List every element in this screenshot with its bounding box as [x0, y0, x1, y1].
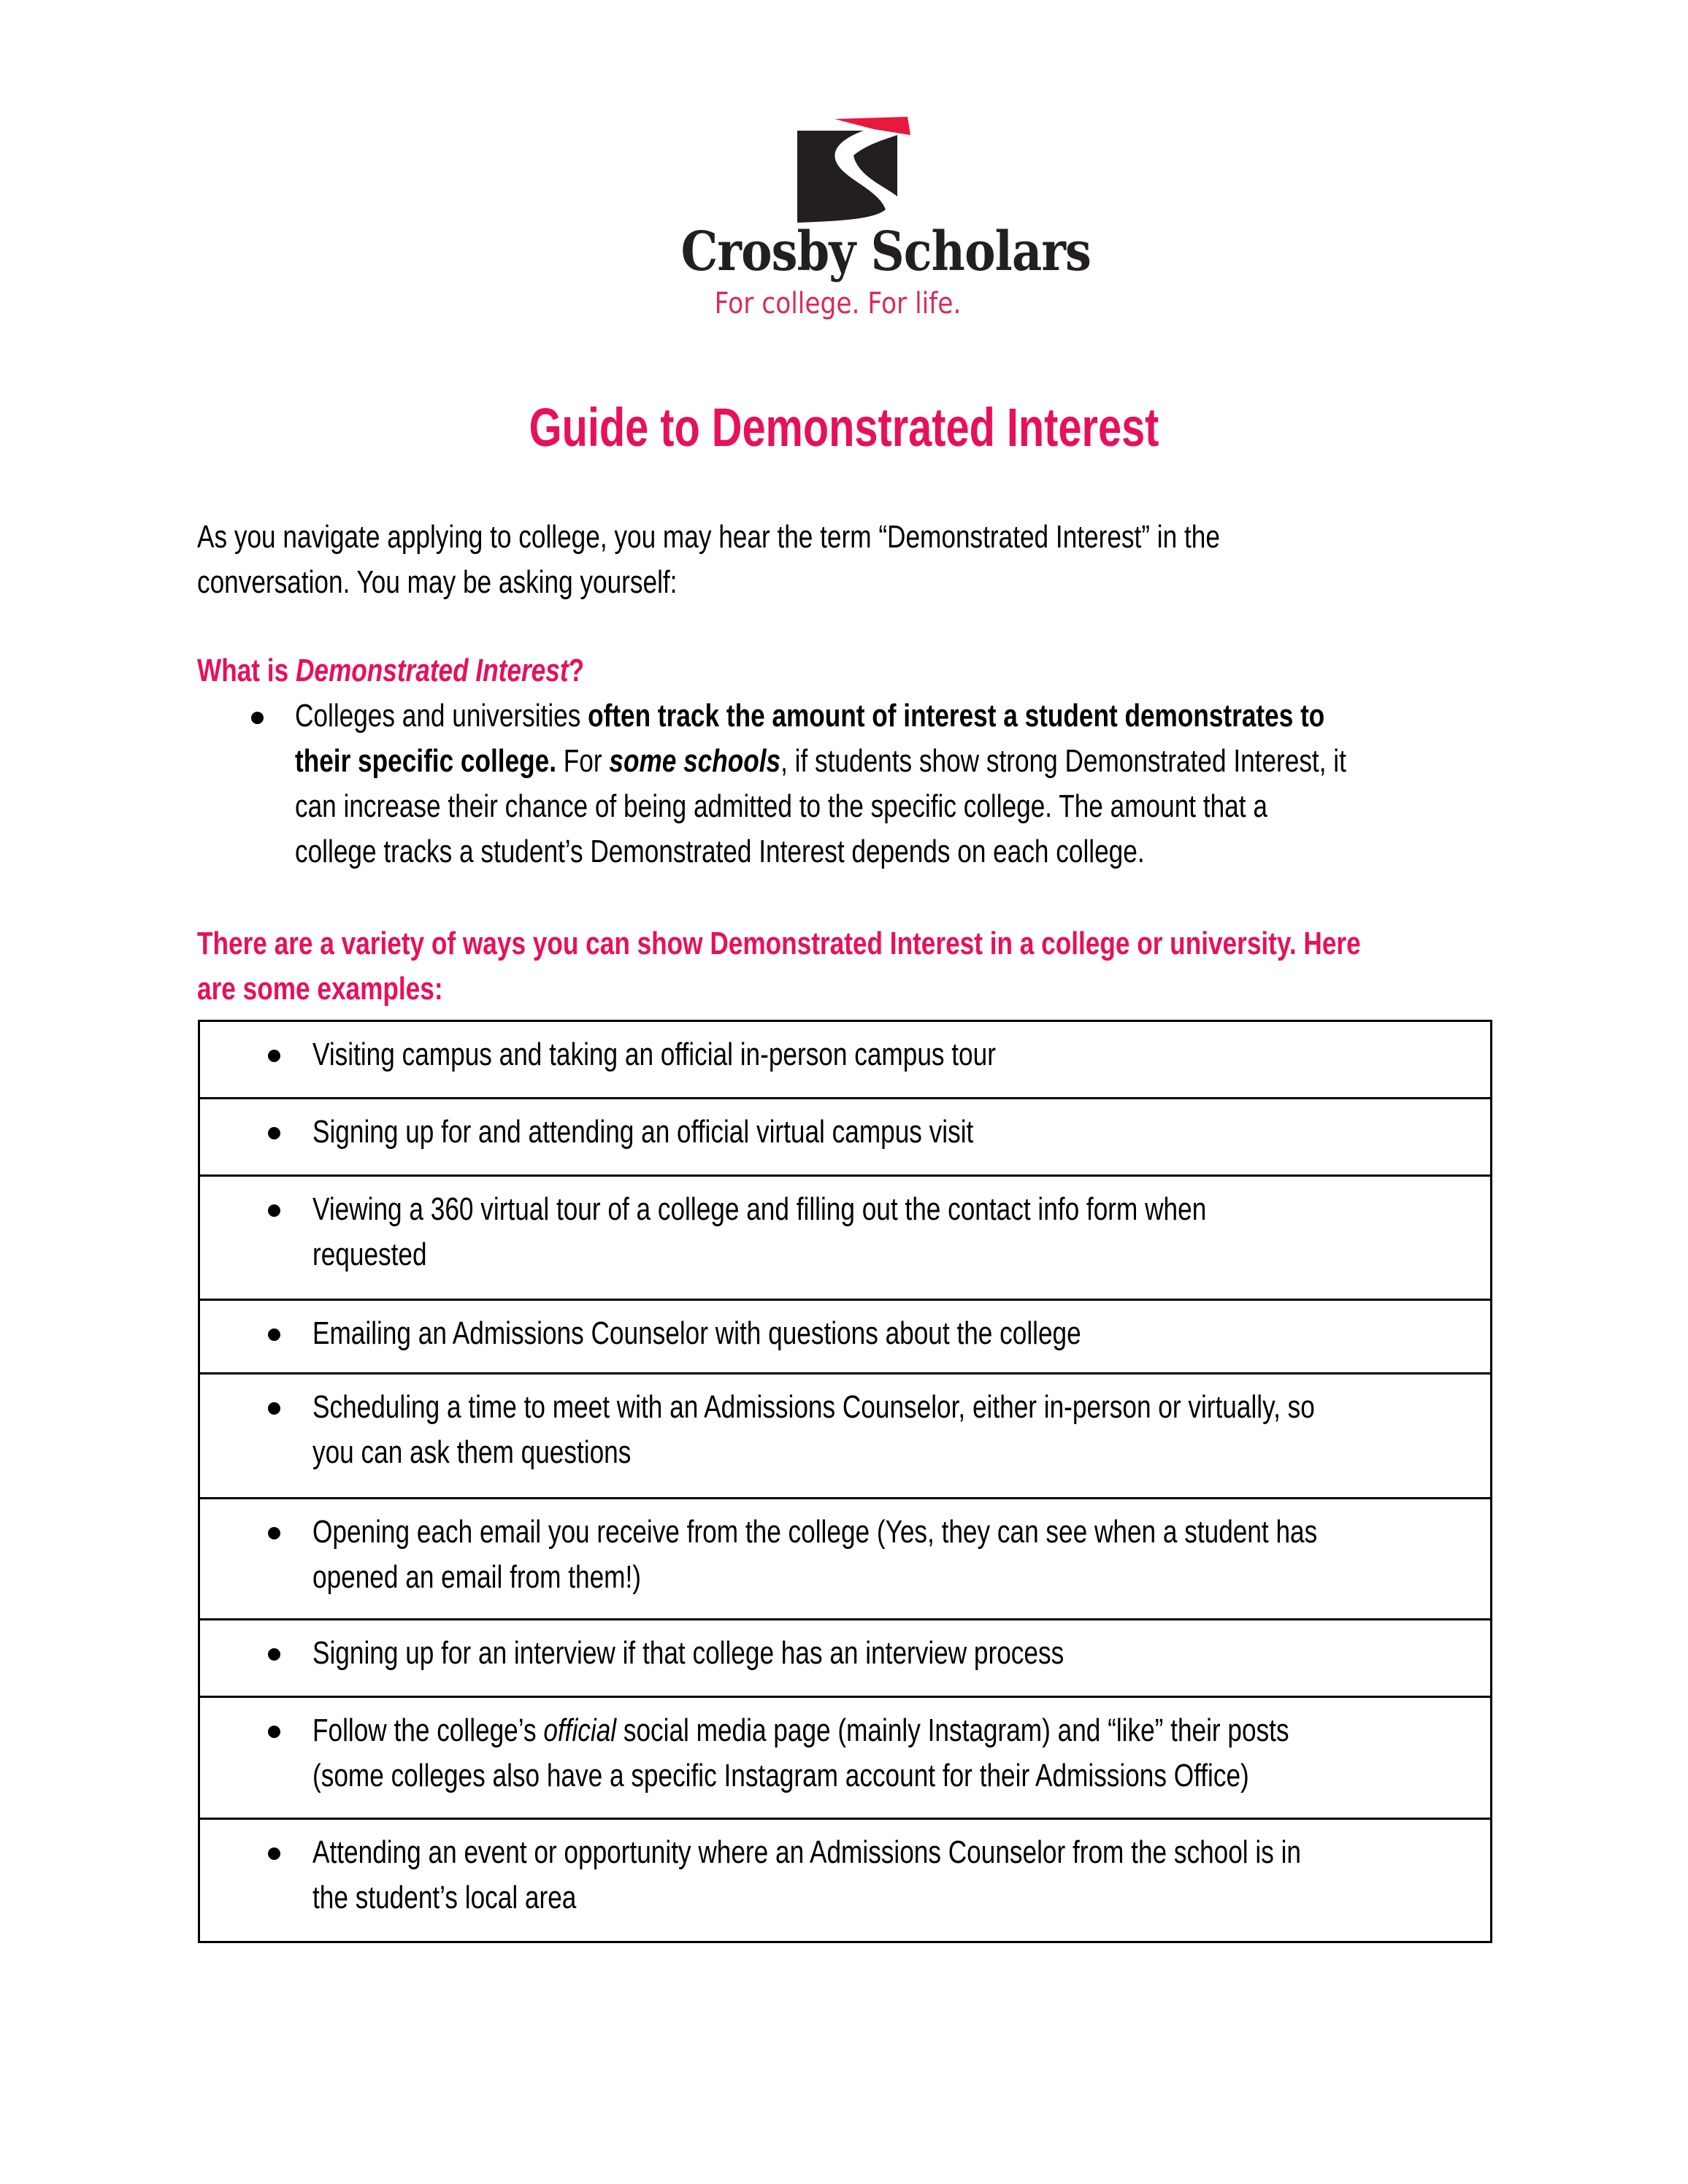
text-run: requested	[312, 1237, 427, 1272]
text-run: ?	[568, 653, 585, 688]
example-row-line	[312, 1311, 1081, 1356]
text-run: opened an email from them!)	[312, 1559, 642, 1595]
logo-tagline: For college. For life.	[714, 287, 962, 320]
text-run: social media page (mainly Instagram) and “like” their posts	[616, 1712, 1289, 1748]
bullet-icon	[268, 1847, 280, 1860]
text-run: (some colleges also have a specific Instagram account for their Admissions Office)	[312, 1758, 1249, 1793]
intro-line	[197, 560, 677, 605]
example-row	[200, 1372, 1490, 1497]
text-run: some schools	[609, 743, 781, 779]
example-row-line	[312, 1555, 641, 1600]
bullet-icon	[268, 1204, 280, 1217]
example-row-line	[312, 1753, 1249, 1799]
logo-wordmark: Crosby Scholars	[680, 220, 1092, 283]
example-row	[200, 1696, 1490, 1818]
logo-dark-block	[797, 131, 897, 223]
text-run: conversation. You may be asking yourself:	[197, 564, 678, 600]
text-run: official	[543, 1712, 617, 1748]
text-run: What is	[197, 653, 296, 688]
text-run: you can ask them questions	[312, 1434, 632, 1470]
bullet-icon	[268, 1329, 280, 1341]
text-run: college tracks a student’s Demonstrated Interest depends on each college.	[295, 834, 1145, 869]
example-row-line	[312, 1830, 1301, 1875]
example-row	[200, 1818, 1490, 1941]
text-run: Demonstrated Interest	[295, 653, 569, 688]
bullet-icon	[268, 1402, 280, 1415]
example-row-line	[312, 1510, 1317, 1555]
bullet-icon	[268, 1050, 280, 1062]
example-row-line	[312, 1032, 996, 1077]
examples-table	[198, 1020, 1492, 1943]
what-is-bullet-line	[295, 784, 1267, 829]
example-row-line	[312, 1430, 631, 1475]
what-is-heading-line	[197, 648, 584, 693]
intro-line	[197, 515, 1220, 560]
example-row-line	[312, 1232, 427, 1277]
text-run: Signing up for and attending an official virtual campus visit	[312, 1114, 974, 1150]
example-row	[200, 1097, 1490, 1174]
what-is-bullet-line	[295, 693, 1324, 739]
text-run: their specific college.	[295, 743, 556, 779]
example-row	[200, 1299, 1490, 1372]
example-row-line	[312, 1187, 1206, 1232]
page-title-text: Guide to Demonstrated Interest	[529, 397, 1159, 458]
example-row	[200, 1022, 1490, 1097]
text-run: As you navigate applying to college, you may hear the term “Demonstrated Interest” in the	[197, 519, 1220, 555]
examples-heading-line	[197, 921, 1361, 966]
text-run: can increase their chance of being admitted to the specific college. The amount that a	[295, 788, 1267, 824]
text-run: Opening each email you receive from the college (Yes, they can see when a student has	[312, 1514, 1318, 1550]
text-run: are some examples:	[197, 971, 443, 1007]
what-is-bullet-line	[295, 739, 1346, 784]
text-run: There are a variety of ways you can show Demonstrated Interest in a college or university. Here	[197, 926, 1361, 961]
example-row	[200, 1618, 1490, 1696]
bullet-icon	[268, 1648, 280, 1661]
text-run: , if students show strong Demonstrated Interest, it	[780, 743, 1346, 779]
example-row-line	[312, 1110, 973, 1155]
text-run: the student’s local area	[312, 1880, 577, 1915]
text-run: Emailing an Admissions Counselor with questions about the college	[312, 1315, 1081, 1351]
example-row-line	[312, 1875, 576, 1920]
text-run: Signing up for an interview if that college has an interview process	[312, 1635, 1064, 1671]
example-row-line	[312, 1631, 1064, 1676]
examples-heading-line	[197, 966, 443, 1012]
bullet-icon	[251, 712, 264, 724]
text-run: Scheduling a time to meet with an Admissions Counselor, either in-person or virtually, so	[312, 1389, 1315, 1425]
text-run: Follow the college’s	[312, 1712, 544, 1748]
example-row-line	[312, 1385, 1315, 1430]
bullet-icon	[268, 1726, 280, 1738]
bullet-icon	[268, 1527, 280, 1539]
text-run: Colleges and universities	[295, 698, 588, 734]
bullet-icon	[268, 1127, 280, 1139]
example-row-line	[312, 1708, 1289, 1753]
example-row	[200, 1497, 1490, 1618]
text-run: often track the amount of interest a student demonstrates to	[588, 698, 1325, 734]
crosby-scholars-logo	[0, 0, 1688, 343]
text-run: Attending an event or opportunity where an Admissions Counselor from the school is in	[312, 1834, 1301, 1870]
crosby-s-road-icon	[792, 113, 916, 230]
what-is-bullet-line	[295, 829, 1145, 874]
text-run: Viewing a 360 virtual tour of a college and filling out the contact info form when	[312, 1191, 1207, 1227]
example-row	[200, 1174, 1490, 1299]
text-run: Visiting campus and taking an official in-person campus tour	[312, 1037, 996, 1072]
page-title	[0, 394, 1688, 461]
text-run: For	[556, 743, 610, 779]
